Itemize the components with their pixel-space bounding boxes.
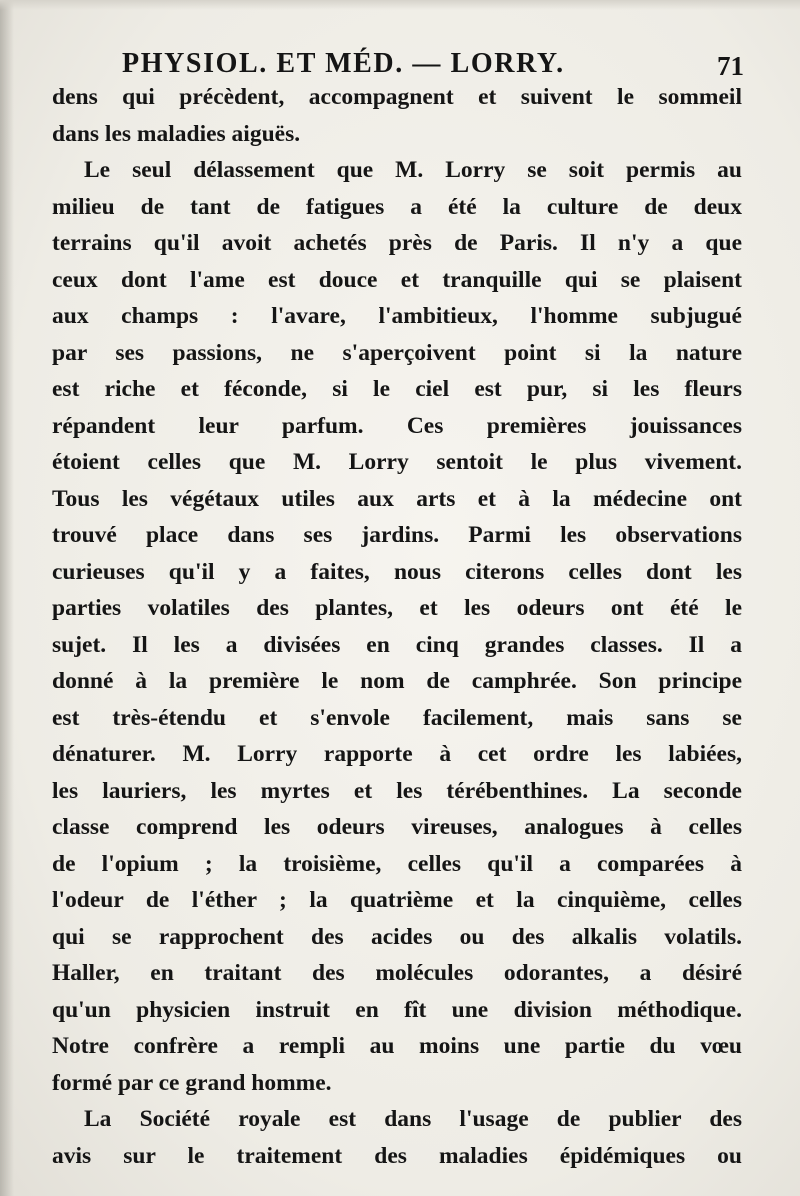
text-line: ceux dont l'ame est douce et tranquille qui se plaisent [52,266,742,293]
text-line: parties volatiles des plantes, et les odeurs ont été le [52,595,742,621]
text-line: est riche et féconde, si le ciel est pur, si les fleurs [52,376,742,402]
text-line: milieu de tant de fatigues a été la culture de deux [52,193,742,220]
running-head: PHYSIOL. ET MÉD. — LORRY. [122,48,565,79]
page-header [122,44,744,84]
text-line: par ses passions, ne s'aperçoivent point si la nature [52,339,742,366]
page-shadow-left [0,0,14,1196]
text-line: Le seul délassement que M. Lorry se soit permis au [84,157,742,183]
body-text [52,79,742,1174]
text-line: qu'un physicien instruit en fît une division méthodique. [52,996,742,1023]
text-line: formé par ce grand homme. [52,1069,332,1096]
text-line: Notre confrère a rempli au moins une partie du vœu [52,1033,742,1059]
text-line: de l'opium ; la troisième, celles qu'il a comparées à [52,850,742,877]
page-shadow-top [0,0,800,10]
text-line: est très-étendu et s'envole facilement, mais sans se [52,704,742,731]
text-line: répandent leur parfum. Ces premières jouissances [52,412,742,439]
text-line: étoient celles que M. Lorry sentoit le plus vivement. [52,449,742,475]
text-line: sujet. Il les a divisées en cinq grandes classes. Il a [52,631,742,658]
text-line: Haller, en traitant des molécules odorantes, a désiré [52,960,742,986]
text-line: La Société royale est dans l'usage de publier des [84,1106,742,1132]
text-line: terrains qu'il avoit achetés près de Paris. Il n'y a que [52,230,742,256]
text-line: curieuses qu'il y a faites, nous citerons celles dont les [52,558,742,585]
text-line: classe comprend les odeurs vireuses, analogues à celles [52,814,742,840]
text-line: trouvé place dans ses jardins. Parmi les observations [52,522,742,548]
text-line: aux champs : l'avare, l'ambitieux, l'homme subjugué [52,303,742,329]
text-line: qui se rapprochent des acides ou des alkalis volatils. [52,923,742,950]
text-line: dans les maladies aiguës. [52,120,301,147]
page-number: 71 [717,51,744,81]
text-line: dens qui précèdent, accompagnent et suivent le sommeil [52,84,742,110]
text-line: donné à la première le nom de camphrée. Son principe [52,668,742,694]
text-line: les lauriers, les myrtes et les térébenthines. La seconde [52,777,742,804]
text-line: avis sur le traitement des maladies épidémiques ou [52,1142,742,1169]
text-line: dénaturer. M. Lorry rapporte à cet ordre les labiées, [52,741,742,767]
text-line: Tous les végétaux utiles aux arts et à la médecine ont [52,485,742,512]
text-line: l'odeur de l'éther ; la quatrième et la cinquième, celles [52,887,742,913]
